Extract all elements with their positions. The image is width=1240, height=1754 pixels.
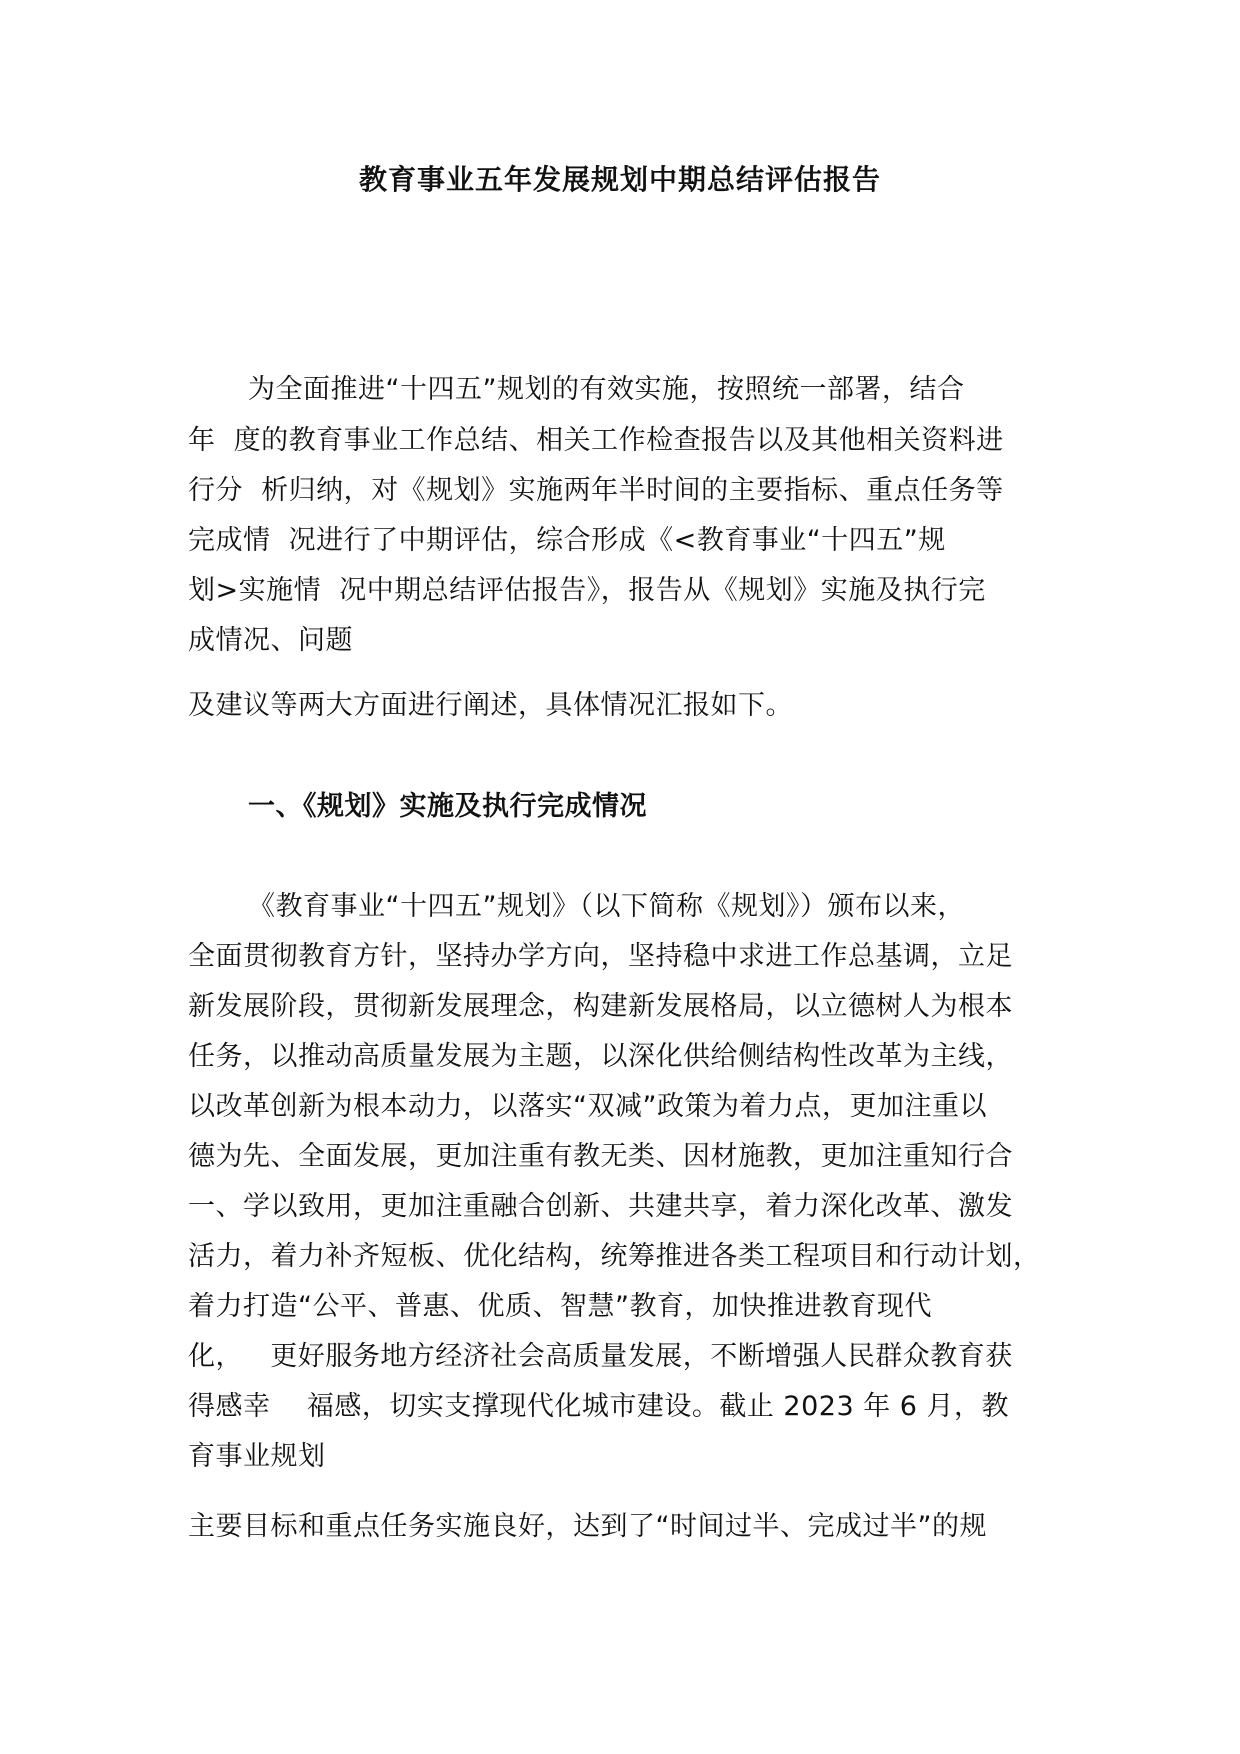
- paragraph-line: 年 度的教育事业工作总结、相关工作检查报告以及其他相关资料进: [188, 425, 1004, 456]
- paragraph-line: 为全面推进“十四五”规划的有效实施，按照统一部署，结合: [248, 374, 965, 405]
- paragraph-line: 完成情 况进行了中期评估，综合形成《<教育事业“十四五”规: [188, 525, 946, 556]
- paragraph-line: 着力打造“公平、普惠、优质、智慧”教育，加快推进教育现代: [188, 1291, 932, 1322]
- paragraph-line: 全面贯彻教育方针，坚持办学方向，坚持稳中求进工作总基调，立足: [188, 941, 1013, 972]
- paragraph-line: 化， 更好服务地方经济社会高质量发展，不断增强人民群众教育获: [188, 1341, 1013, 1372]
- paragraph-line: 德为先、全面发展，更加注重有教无类、因材施教，更加注重知行合: [188, 1141, 1013, 1172]
- paragraph-line: 主要目标和重点任务实施良好，达到了“时间过半、完成过半”的规: [188, 1511, 987, 1542]
- paragraph-line: 划>实施情 况中期总结评估报告》，报告从《规划》实施及执行完: [188, 575, 986, 606]
- paragraph-line: 活力，着力补齐短板、优化结构，统筹推进各类工程项目和行动计划，: [188, 1241, 1041, 1272]
- paragraph-line: 任务，以推动高质量发展为主题，以深化供给侧结构性改革为主线，: [188, 1041, 1013, 1072]
- paragraph-line: 及建议等两大方面进行阐述，具体情况汇报如下。: [188, 690, 793, 721]
- paragraph-line: 行分 析归纳，对《规划》实施两年半时间的主要指标、重点任务等: [188, 475, 1004, 506]
- paragraph-line: 新发展阶段，贯彻新发展理念，构建新发展格局，以立德树人为根本: [188, 991, 1013, 1022]
- section-heading: 一、《规划》实施及执行完成情况: [248, 791, 647, 822]
- paragraph-line: 得感幸 福感，切实支撑现代化城市建设。截止 2023 年 6 月，教: [188, 1391, 1010, 1422]
- document-title: 教育事业五年发展规划中期总结评估报告: [358, 163, 881, 196]
- paragraph-line: 以改革创新为根本动力，以落实“双减”政策为着力点，更加注重以: [188, 1091, 987, 1122]
- paragraph-line: 成情况、问题: [188, 625, 353, 656]
- paragraph-line: 育事业规划: [188, 1441, 326, 1472]
- paragraph-line: 《教育事业“十四五”规划》（以下简称《规划》）颁布以来，: [248, 891, 965, 922]
- paragraph-line: 一、学以致用，更加注重融合创新、共建共享，着力深化改革、激发: [188, 1191, 1013, 1222]
